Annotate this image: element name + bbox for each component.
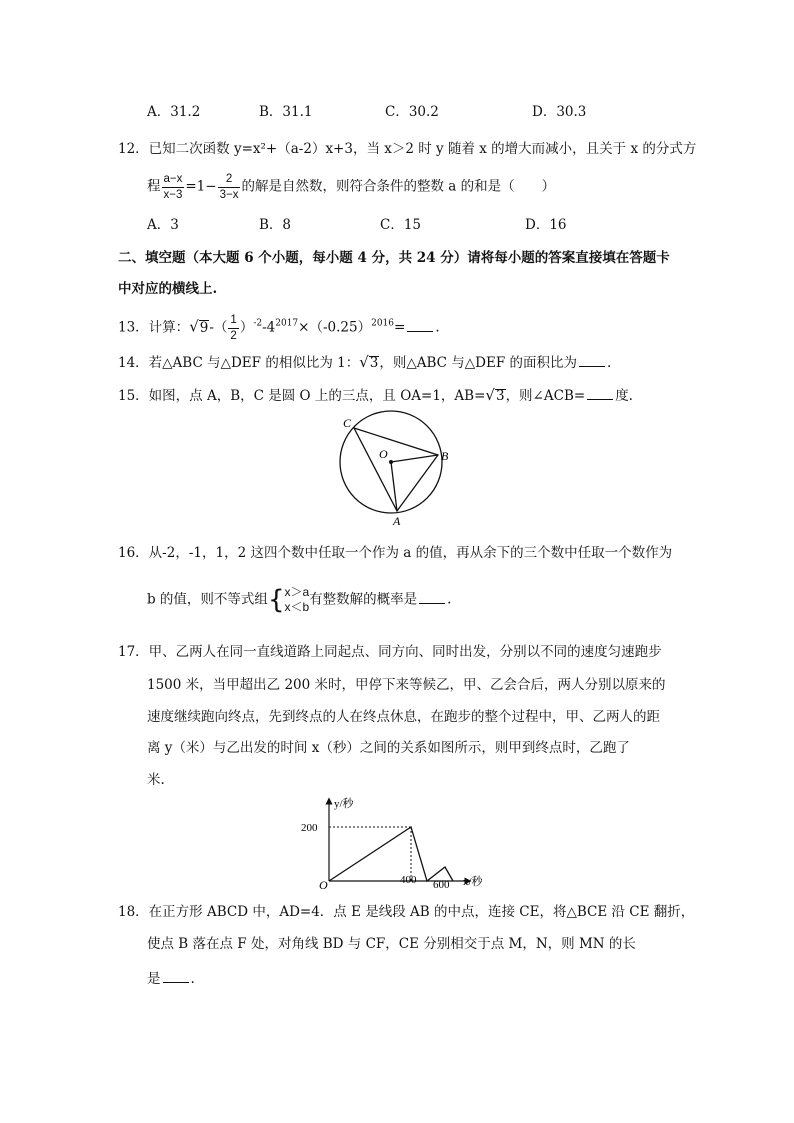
q12-line1: 12．已知二次函数 y=x²+（a-2）x+3，当 x＞2 时 y 随着 x 的增大而减小，且关于 x 的分式方 (118, 141, 697, 157)
y-tick-200: 200 (301, 822, 318, 834)
q13-exp3: 2016 (371, 318, 394, 329)
q18-period: . (190, 971, 195, 987)
graph-line (329, 827, 453, 881)
q17-line3: 速度继续跑向终点，先到终点的人在终点休息，在跑步的整个过程中，甲、乙两人的距 (147, 709, 660, 725)
x-tick-400: 400 (400, 874, 417, 886)
q15-end: 度. (615, 388, 633, 404)
q13-times: ×（-0.25） (298, 319, 372, 336)
q11-option-d: D．30.3 (532, 104, 587, 120)
q14-suffix: ，则△ABC 与△DEF 的面积比为 (379, 355, 578, 371)
center-dot (389, 460, 393, 464)
q15-answer-blank[interactable] (587, 387, 613, 400)
q14-prefix: 14．若△ABC 与△DEF 的相似比为 1： (118, 355, 360, 371)
q12-suffix: 的解是自然数，则符合条件的整数 a 的和是（ ） (241, 178, 556, 195)
y-axis-label: y/秒 (334, 798, 354, 810)
circle-figure (332, 405, 492, 535)
q14-radicand: 3 (369, 355, 379, 371)
q11-option-a: A．31.2 (147, 104, 201, 120)
q13-exp2: 2017 (275, 318, 299, 329)
q16-period: . (447, 591, 452, 608)
q16-answer-blank[interactable] (419, 591, 445, 604)
q12-option-d: D．16 (525, 217, 567, 233)
q16-line2 (147, 585, 451, 615)
q13-frac-den: 2 (230, 329, 237, 342)
q16-ineq1: x＞a (284, 585, 310, 599)
q12-frac1-num: a−x (162, 173, 185, 188)
q17-line1: 17．甲、乙两人在同一直线道路上同起点、同方向、同时出发，分别以不同的速度匀速跑步 (118, 644, 662, 660)
q15-suffix: ，则∠ACB= (505, 388, 586, 404)
q11-option-c: C．30.2 (385, 104, 439, 120)
q18-prefix: 是 (147, 971, 161, 987)
q15-radicand: 3 (495, 388, 505, 404)
q13-end: = (394, 319, 406, 336)
x-axis-label: x/秒 (463, 876, 483, 888)
q12-fraction-1 (162, 173, 185, 201)
label-c: C (343, 416, 352, 430)
q17-line5: 米. (147, 772, 165, 788)
segment-ob (391, 455, 438, 462)
x-tick-600: 600 (433, 879, 450, 891)
q16-suffix: 有整数解的概率是 (309, 591, 418, 608)
q16-line1: 16．从-2，-1，1，2 这四个数中任取一个作为 a 的值，再从余下的三个数中任取一个数作为 (118, 545, 673, 561)
q13-frac-num: 1 (228, 314, 238, 329)
sqrt-sign-icon: √ (189, 317, 199, 336)
q13-fraction (228, 314, 238, 342)
q18-line3 (147, 970, 195, 987)
q11-option-b: B．31.1 (259, 104, 313, 120)
q17-line4: 离 y（米）与乙出发的时间 x（秒）之间的关系如图所示，则甲到终点时，乙跑了 (147, 740, 630, 756)
section2-header-line2: 中对应的横线上. (118, 281, 218, 297)
q13-period: . (435, 319, 440, 336)
q18-answer-blank[interactable] (163, 970, 189, 983)
q13-radicand: 9 (199, 319, 209, 336)
q12-line2 (147, 173, 555, 201)
q13-prefix: 13．计算： (118, 319, 190, 336)
label-a: A (393, 514, 401, 528)
origin-label: O (319, 878, 328, 892)
q13-rest: ） (239, 319, 254, 336)
q13-minus: -（ (209, 319, 228, 336)
q13-answer-blank[interactable] (407, 319, 433, 332)
q15-line (118, 387, 633, 404)
q12-prefix: 程 (147, 178, 161, 195)
q12-frac2-den: 3−x (219, 188, 239, 201)
label-o: O (379, 447, 388, 461)
q18-line2: 使点 B 落在点 F 处，对角线 BD 与 CF，CE 分别相交于点 M，N，则 MN 的长 (147, 936, 636, 952)
q16-prefix: b 的值，则不等式组 (147, 591, 268, 608)
sqrt-sign-icon: √ (359, 353, 369, 371)
q12-option-b: B．8 (259, 217, 292, 233)
q14-line (118, 354, 611, 371)
label-b: B (441, 449, 449, 463)
q18-line1: 18．在正方形 ABCD 中，AD=4．点 E 是线段 AB 的中点，连接 CE，将△BCE 沿 CE 翻折， (118, 904, 695, 920)
q13-mid: -4 (262, 319, 276, 336)
section2-header-line1: 二、填空题（本大题 6 个小题，每小题 4 分，共 24 分）请将每小题的答案直接填在答题卡 (118, 250, 670, 266)
q12-option-a: A．3 (147, 217, 179, 233)
q12-frac1-den: x−3 (163, 188, 183, 201)
q12-frac2-num: 2 (218, 173, 241, 188)
q14-period: . (607, 355, 612, 371)
q12-fraction-2 (218, 173, 241, 201)
q13-line (118, 314, 440, 342)
q12-option-c: C．15 (380, 217, 422, 233)
sqrt-sign-icon: √ (485, 386, 495, 404)
q13-exp1: -2 (253, 318, 263, 329)
q16-ineq2: x＜b (284, 600, 310, 614)
q14-answer-blank[interactable] (579, 354, 605, 367)
brace-icon: { (267, 585, 285, 615)
distance-time-graph (296, 795, 516, 895)
q12-eq-mid: =1− (185, 178, 217, 195)
inequality-system (284, 585, 309, 615)
q17-line2: 1500 米，当甲超出乙 200 米时，甲停下来等候乙，甲、乙会合后，两人分别以原来的 (147, 677, 666, 693)
segment-oa (391, 462, 397, 511)
q15-prefix: 15．如图，点 A，B，C 是圆 O 上的三点，且 OA=1，AB= (118, 388, 486, 404)
